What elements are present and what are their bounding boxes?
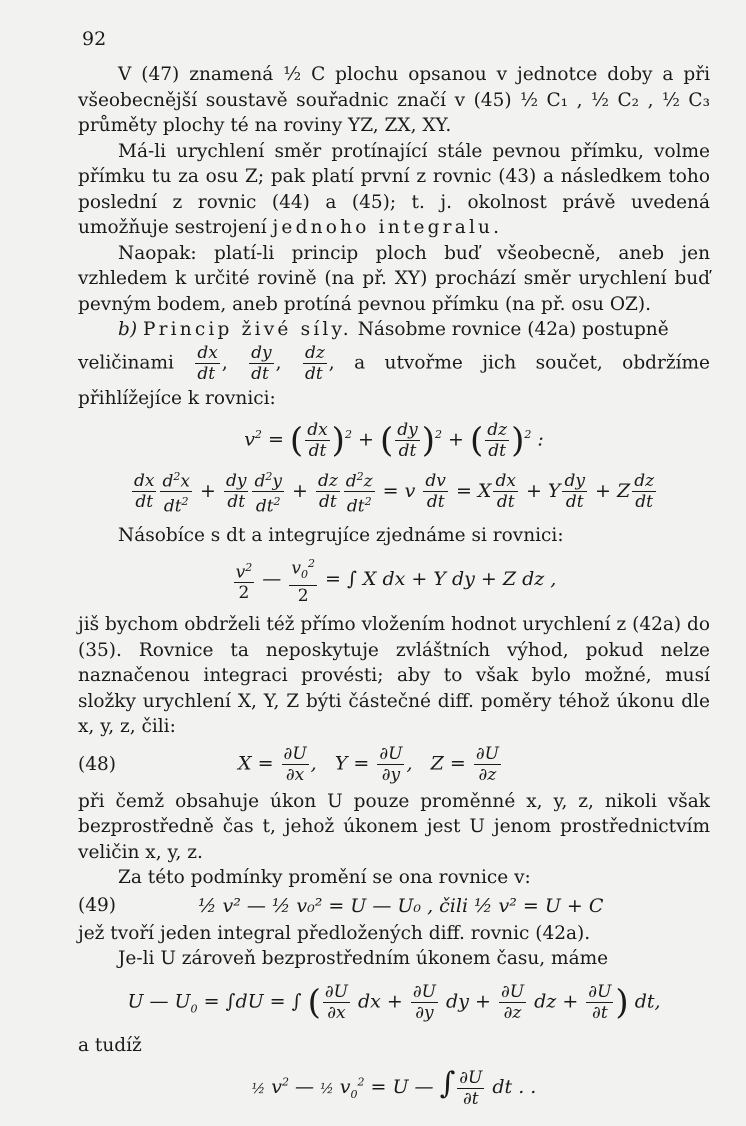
- equation-v-squared: $v^2$ = ( $\frac{dx}{dt}$ )$^2$ + ( $\frac{dy}{dt}$ )$^2$ + ( $\frac{dz}{dt}$ )$^2$ :: [244, 419, 544, 461]
- equation-last-tail: dt . .: [492, 1076, 537, 1099]
- paragraph-4-rest: Násobme rovnice (42a) postupně: [357, 319, 669, 340]
- frac-dx-dt: $\frac{dx}{dt}$: [197, 342, 218, 384]
- paragraph-2-spaced: jednoho integralu.: [272, 217, 503, 238]
- paragraph-4-spaced: Princip živé síly.: [142, 319, 352, 340]
- paragraph-5-start: veličinami: [78, 352, 174, 373]
- paragraph-5-rest: , a utvořme jich součet, obdržíme přihlížejíce k rovnici:: [78, 352, 710, 409]
- frac-dy-dt: $\frac{dy}{dt}$: [251, 342, 272, 384]
- paragraph-4: [78, 317, 710, 343]
- paragraph-6: Násobíce s dt a integrujíce zjednáme si rovnici:: [118, 524, 564, 546]
- paragraph-1: V (47) znamená ½ C plochu opsanou v jednotce doby a při všeobecnější soustavě souřadnic značí v (45) ½ C₁ , ½ C₂ , ½ C₃ průměty plochy té na roviny YZ, ZX, XY.: [78, 64, 710, 136]
- paragraph-5: veličinami $\frac{dx}{dt}$ , $\frac{dy}{dt}$ , $\frac{dz}{dt}$ , a utvořme jich součet, obdržíme přihlížejíce k rovnici:: [78, 342, 710, 409]
- equation-49: [78, 895, 710, 917]
- paragraph-12: a tudíž: [78, 1034, 142, 1056]
- page-number: 92: [82, 28, 107, 50]
- equation-49-body: ½ v² — ½ v₀² = U — U₀ , čili ½ v² = U + C: [198, 894, 604, 917]
- equation-dU: U — $U_0 = \int dU$ = ∫ ( $\frac{\partial U}{\partial x}$ dx + $\frac{\partial U}{\partial y}$ dy + $\frac{\partial U}{\partial z}$ dz + $\frac{\partial U}{\partial t}$ ) dt,: [127, 981, 661, 1023]
- paragraph-8: při čemž obsahuje úkon U pouze proměnné x, y, z, nikoli však bezprostředně čas t, jehož úkonem jest U jenom prostřednictvím veličin x, y, z.: [78, 790, 710, 863]
- paragraph-2: [78, 139, 710, 241]
- equation-integral: $\frac{v^2}{2}$ — $\frac{v_0^2}{2}$ = ∫ X dx + Y dy + Z dz ,: [78, 554, 710, 606]
- equation-energy-sum: $\frac{dx}{dt}$ $\frac{d^2x}{dt^2}$ + $\frac{dy}{dt}$ $\frac{d^2y}{dt^2}$ + $\frac{dz}{dt}$ $\frac{d^2z}{dt^2}$ = v $\frac{dv}{dt}$ = X $\frac{dx}{dt}$ + Y $\frac{dy}{dt}$ + Z $\frac{dz}{dt}$: [78, 467, 710, 517]
- paragraph-11: Je-li U zároveň bezprostředním úkonem času, máme: [118, 948, 609, 970]
- equation-last: ½ $v^2$ — ½ $v_0^2 = U$ — ∫ $\frac{\partial U}{\partial t}$ dt . .: [251, 1066, 537, 1109]
- paragraph-4-label: b): [118, 319, 138, 340]
- paragraph-9: Za této podmínky promění se ona rovnice v:: [118, 867, 531, 889]
- paragraph-2-text: Má-li urychlení směr protínající stále pevnou přímku, volme přímku tu za osu Z; pak platí první z rovnic (43) a následkem toho poslední z rovnic (44) a (45); t. j. okolnost právě uvedená umožňuje sestrojení: [78, 140, 710, 238]
- equation-49-number: (49): [78, 895, 116, 917]
- page-body: [78, 62, 710, 1115]
- equation-48: (48) X = $\frac{\partial U}{\partial x}$ , Y = $\frac{\partial U}{\partial y}$ , Z = $\frac{\partial U}{\partial z}$: [78, 743, 499, 785]
- equation-48-number: (48): [78, 753, 116, 775]
- frac-dz-dt: $\frac{dz}{dt}$: [304, 342, 325, 384]
- paragraph-7: jiš bychom obdrželi též přímo vložením hodnot urychlení z (42a) do (35). Rovnice ta neposkytuje zvláštních výhod, pokud nelze naznačenou integraci provésti; aby to však bylo možné, musí složky urychlení X, Y, Z býti částečné diff. poměry téhož úkonu dle x, y, z, čili:: [78, 614, 710, 738]
- paragraph-3: Naopak: platí-li princip ploch buď všeobecně, aneb jen vzhledem k určité rovině (na př. XY) prochází směr urychlení buď pevným bodem, aneb protíná pevnou přímku (na př. osu OZ).: [78, 242, 710, 315]
- paragraph-10: jež tvoří jeden integral předložených diff. rovnic (42a).: [78, 922, 591, 944]
- equation-integral-rhs: = ∫ X dx + Y dy + Z dz ,: [325, 568, 557, 591]
